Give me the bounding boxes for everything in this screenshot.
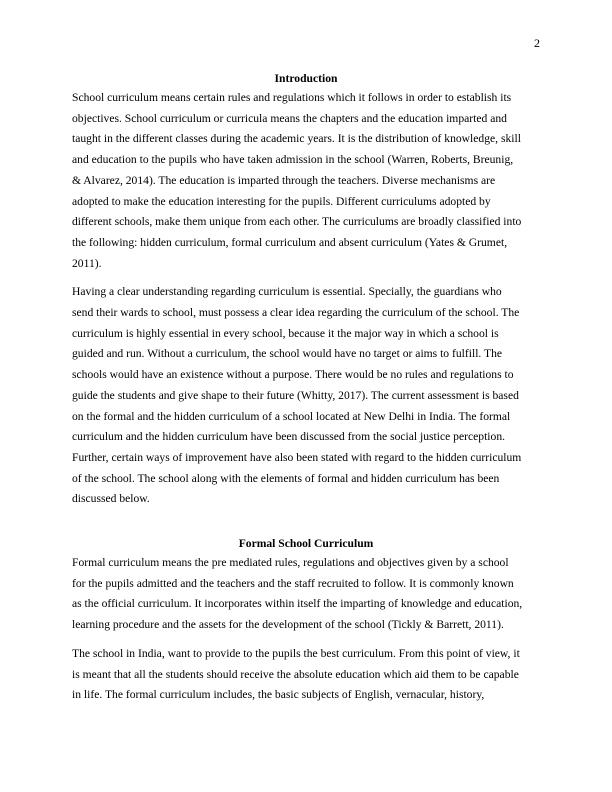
text-line: as the official curriculum. It incorporates within itself the imparting of knowledge and education, bbox=[72, 597, 523, 611]
text-line: 2011). bbox=[72, 256, 102, 270]
paragraph bbox=[72, 282, 540, 510]
text-line: taught in the different classes during the academic years. It is the distribution of knowledge, skill bbox=[72, 132, 521, 146]
text-line: of the school. The school along with the elements of formal and hidden curriculum has been bbox=[72, 471, 500, 485]
text-line: on the formal and the hidden curriculum of a school located at New Delhi in India. The formal bbox=[72, 409, 511, 423]
document-body bbox=[72, 70, 540, 706]
section-spacer bbox=[72, 510, 540, 535]
text-line: and education to the pupils who have taken admission in the school (Warren, Roberts, Breunig, bbox=[72, 153, 514, 167]
text-line: learning procedure and the assets for the development of the school (Tickly & Barrett, 2011). bbox=[72, 618, 504, 632]
text-line: for the pupils admitted and the teachers and the staff recruited to follow. It is commonly known bbox=[72, 576, 514, 590]
text-line: schools would have an existence without a purpose. There would be no rules and regulations to bbox=[72, 368, 514, 382]
text-line: adopted to make the education interesting for the pupils. Different curriculums adopted by bbox=[72, 194, 491, 208]
text-line: send their wards to school, must possess a clear idea regarding the curriculum of the school. The bbox=[72, 306, 520, 320]
paragraph bbox=[72, 644, 540, 706]
text-line: discussed below. bbox=[72, 492, 150, 506]
section-heading-introduction: Introduction bbox=[274, 72, 338, 85]
text-line: objectives. School curriculum or curricula means the chapters and the education imparted and bbox=[72, 111, 507, 125]
paragraph bbox=[72, 553, 540, 636]
text-line: different schools, make them unique from each other. The curriculums are broadly classified into bbox=[72, 215, 522, 229]
section-heading-formal-curriculum: Formal School Curriculum bbox=[238, 537, 374, 551]
text-line: curriculum and the hidden curriculum have been discussed from the social justice perception. bbox=[72, 430, 506, 444]
text-line: curriculum is highly essential in every school, because it the major way in which a school is bbox=[72, 326, 499, 340]
text-line: is meant that all the students should receive the absolute education which aid them to be capable bbox=[72, 667, 519, 681]
text-line: Formal curriculum means the pre mediated rules, regulations and objectives given by a school bbox=[72, 556, 509, 570]
text-line: Having a clear understanding regarding curriculum is essential. Specially, the guardians who bbox=[72, 285, 502, 299]
text-line: guided and run. Without a curriculum, the school would have no target or aims to fulfill. The bbox=[72, 347, 503, 361]
text-line: in life. The formal curriculum includes, the basic subjects of English, vernacular, history, bbox=[72, 688, 485, 702]
text-line: & Alvarez, 2014). The education is imparted through the teachers. Diverse mechanisms are bbox=[72, 173, 496, 187]
text-line: Further, certain ways of improvement have also been stated with regard to the hidden curriculum bbox=[72, 450, 522, 464]
paragraph bbox=[72, 88, 540, 274]
text-line: School curriculum means certain rules and regulations which it follows in order to establish its bbox=[72, 91, 512, 104]
text-line: The school in India, want to provide to the pupils the best curriculum. From this point of view, it bbox=[72, 646, 520, 660]
page-number: 2 bbox=[534, 36, 540, 50]
text-line: the following: hidden curriculum, formal curriculum and absent curriculum (Yates & Grumet, bbox=[72, 235, 508, 249]
text-line: guide the students and give shape to their future (Whitty, 2017). The current assessment is based bbox=[72, 388, 519, 402]
